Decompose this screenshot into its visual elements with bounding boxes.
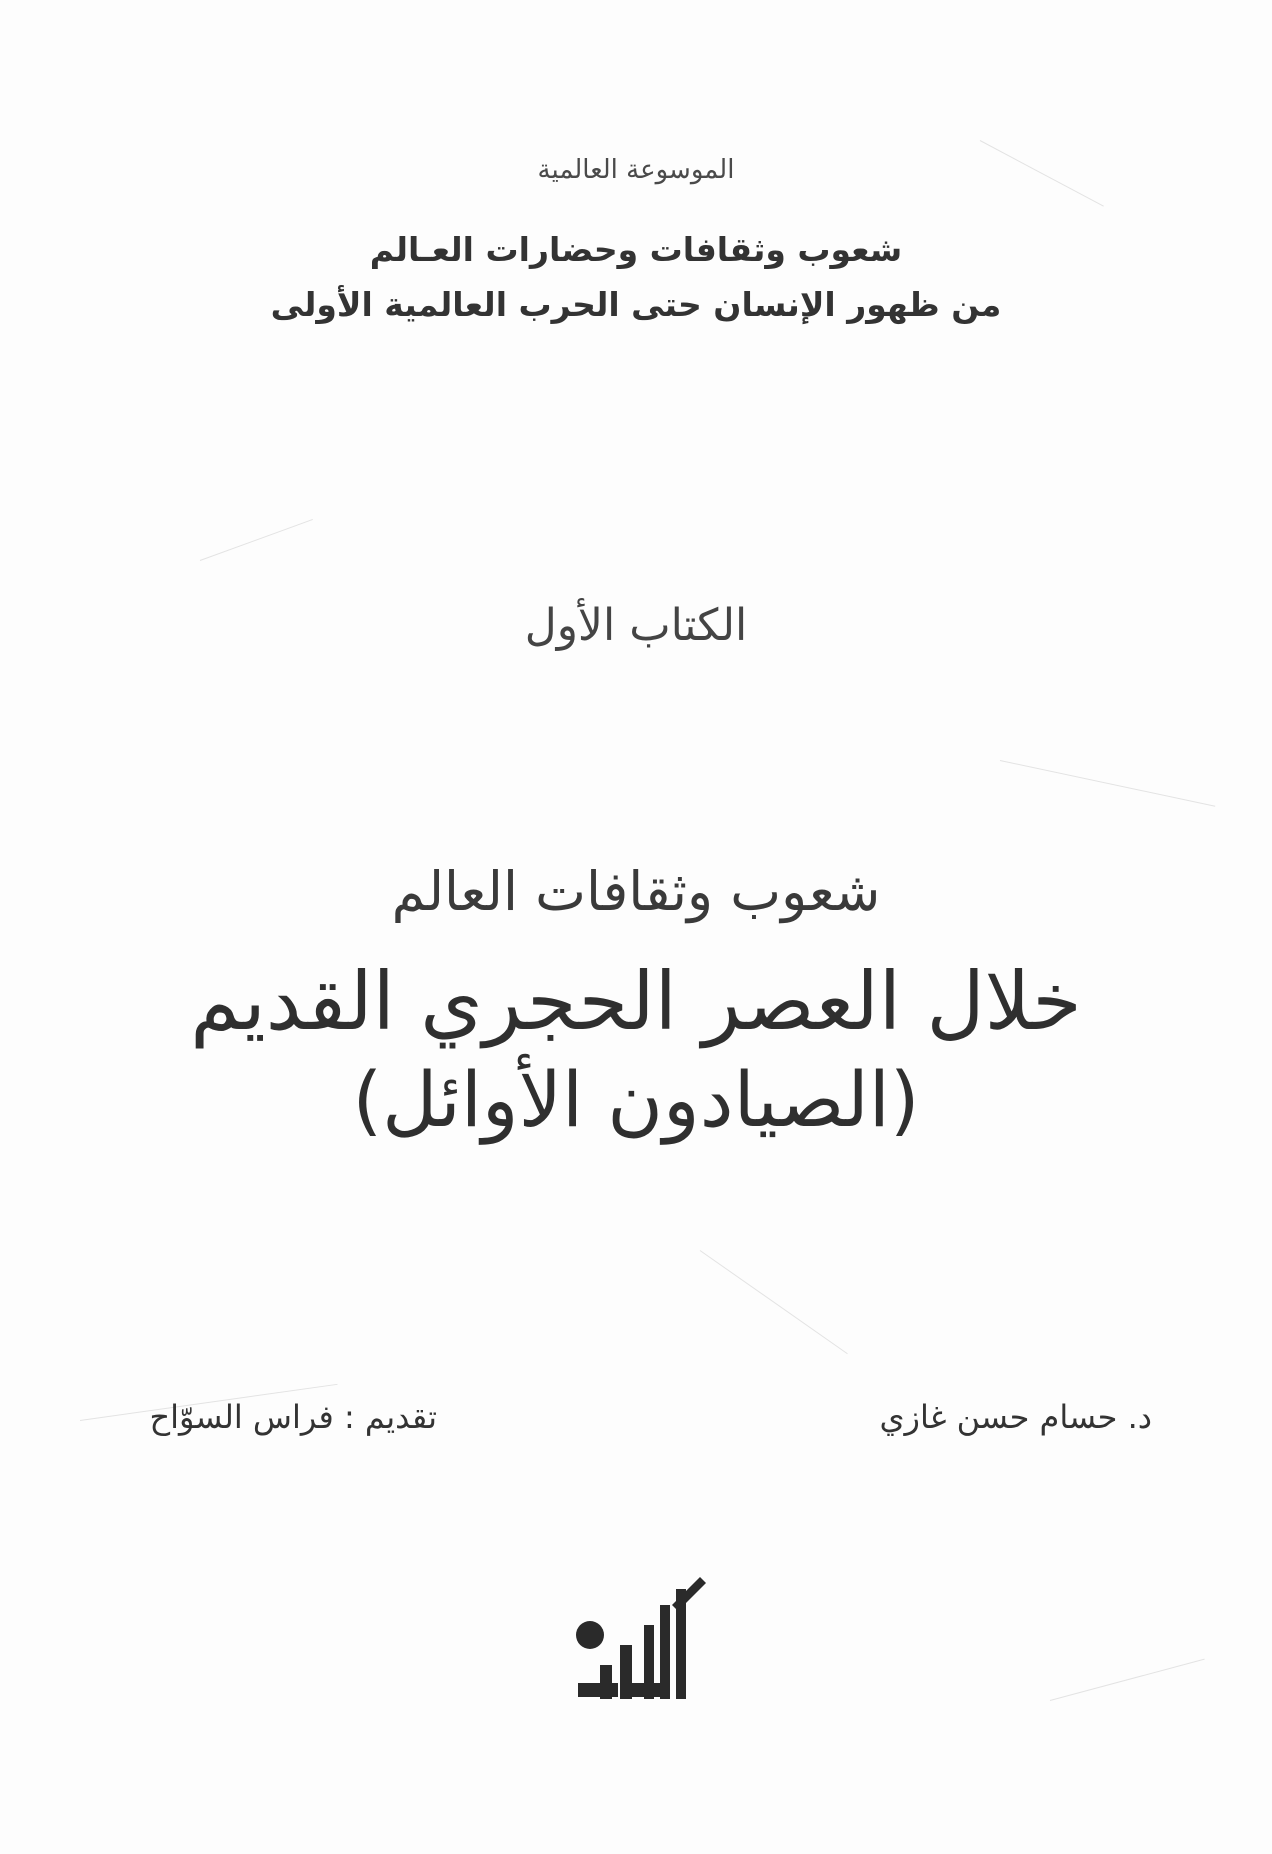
publisher-logo-icon <box>560 1575 710 1705</box>
paper-scuff <box>1050 1659 1205 1701</box>
introduction-credit: تقديم : فراس السوّاح <box>149 1398 437 1436</box>
book-subtitle: شعوب وثقافات العالم <box>391 860 881 923</box>
paper-scuff <box>1000 760 1215 807</box>
series-label: الموسوعة العالمية <box>537 155 735 185</box>
paper-scuff <box>200 519 313 561</box>
series-subtitle: من ظهور الإنسان حتى الحرب العالمية الأولى <box>270 285 1002 324</box>
paper-scuff <box>700 1250 848 1354</box>
book-title-second-line: (الصيادون الأوائل) <box>352 1055 920 1144</box>
series-title: شعوب وثقافات وحضارات العـالم <box>369 230 903 269</box>
author-credit: د. حسام حسن غازي <box>879 1398 1152 1436</box>
book-title: خلال العصر الحجري القديم <box>190 955 1082 1048</box>
book-number: الكتاب الأول <box>524 600 748 651</box>
publisher-logo <box>560 1575 710 1705</box>
